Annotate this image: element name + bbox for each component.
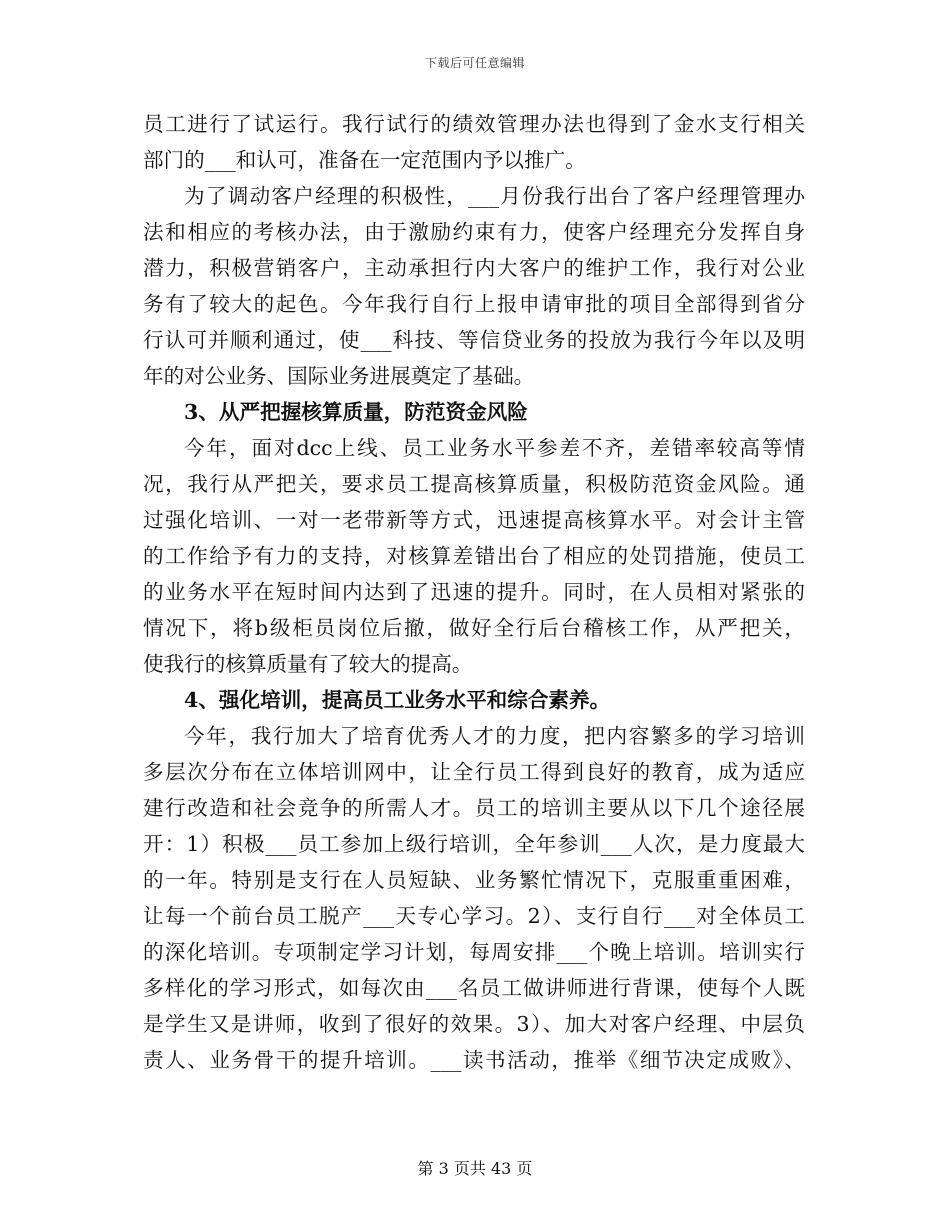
text-line: 建行改造和社会竞争的所需人才。员工的培训主要从以下几个途径展 bbox=[143, 796, 805, 820]
text-line: 部门的___和认可，准备在一定范围内予以推广。 bbox=[143, 148, 586, 172]
body-text bbox=[143, 106, 805, 1078]
section-heading: 3、从严把握核算质量，防范资金风险 bbox=[184, 400, 528, 424]
text-line: 今年，面对dcc上线、员工业务水平参差不齐，差错率较高等情 bbox=[184, 436, 805, 460]
text-line: 使我行的核算质量有了较大的提高。 bbox=[143, 652, 473, 676]
text-line: 况，我行从严把关，要求员工提高核算质量，积极防范资金风险。通 bbox=[143, 472, 805, 496]
text-line: 的工作给予有力的支持，对核算差错出台了相应的处罚措施，使员工 bbox=[143, 544, 805, 568]
text-line: 情况下，将b级柜员岗位后撤，做好全行后台稽核工作，从严把关， bbox=[143, 616, 805, 640]
text-line: 责人、业务骨干的提升培训。___读书活动，推举《细节决定成败》、 bbox=[143, 1048, 805, 1072]
text-line: 的一年。特别是支行在人员短缺、业务繁忙情况下，克服重重困难， bbox=[143, 868, 805, 892]
text-line: 的业务水平在短时间内达到了迅速的提升。同时，在人员相对紧张的 bbox=[143, 580, 805, 604]
text-line: 员工进行了试运行。我行试行的绩效管理办法也得到了金水支行相关 bbox=[143, 112, 805, 136]
text-line: 开：1）积极___员工参加上级行培训，全年参训___人次，是力度最大 bbox=[143, 832, 805, 856]
text-line: 今年，我行加大了培育优秀人才的力度，把内容繁多的学习培训 bbox=[184, 724, 805, 748]
text-line: 务有了较大的起色。今年我行自行上报申请审批的项目全部得到省分 bbox=[143, 292, 805, 316]
text-line: 是学生又是讲师，收到了很好的效果。3）、加大对客户经理、中层负 bbox=[143, 1012, 805, 1036]
page-footer: 第 3 页共 43 页 bbox=[417, 1159, 533, 1178]
text-line: 让每一个前台员工脱产___天专心学习。2）、支行自行___对全体员工 bbox=[143, 904, 805, 928]
text-line: 年的对公业务、国际业务进展奠定了基础。 bbox=[143, 364, 535, 388]
text-line: 多层次分布在立体培训网中，让全行员工得到良好的教育，成为适应 bbox=[143, 760, 805, 784]
text-line: 潜力，积极营销客户，主动承担行内大客户的维护工作，我行对公业 bbox=[143, 256, 805, 280]
text-line: 法和相应的考核办法，由于激励约束有力，使客户经理充分发挥自身 bbox=[143, 220, 805, 244]
text-line: 为了调动客户经理的积极性，___月份我行出台了客户经理管理办 bbox=[184, 184, 805, 208]
page-header: 下载后可任意编辑 bbox=[424, 56, 525, 70]
text-line: 过强化培训、一对一老带新等方式，迅速提高核算水平。对会计主管 bbox=[143, 508, 805, 532]
text-line: 多样化的学习形式，如每次由___名员工做讲师进行背课，使每个人既 bbox=[143, 976, 805, 1000]
text-line: 行认可并顺利通过，使___科技、等信贷业务的投放为我行今年以及明 bbox=[143, 328, 805, 352]
text-line: 的深化培训。专项制定学习计划，每周安排___个晚上培训。培训实行 bbox=[143, 940, 805, 964]
section-heading: 4、强化培训，提高员工业务水平和综合素养。 bbox=[184, 688, 611, 712]
